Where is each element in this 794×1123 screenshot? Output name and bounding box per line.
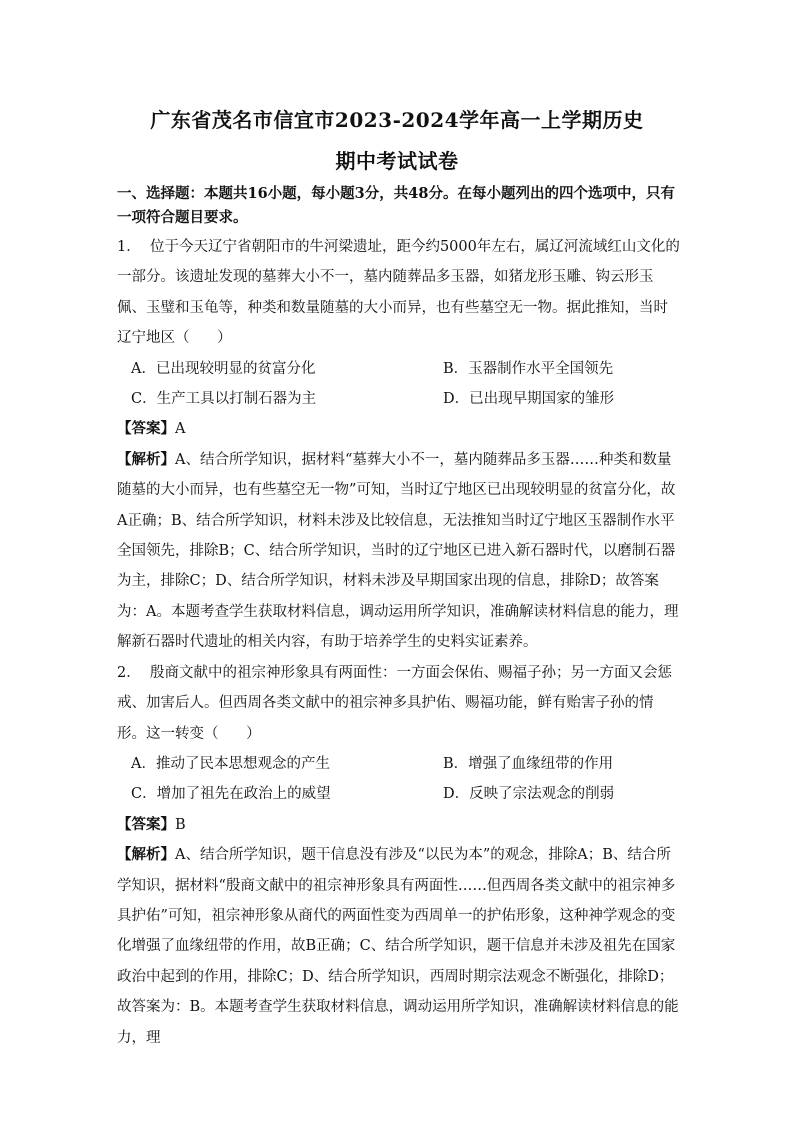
exam-title-line-1: 广东省茂名市信宜市2023-2024学年高一上学期历史 <box>150 108 644 132</box>
question-1-option-b: B．玉器制作水平全国领先 <box>443 360 614 377</box>
question-1-option-c: C．生产工具以打制石器为主 <box>131 391 317 408</box>
question-2-options <box>117 749 682 810</box>
question-1-analysis <box>117 445 682 658</box>
answer-value: A <box>175 421 186 438</box>
question-1-stem: 1． 位于今天辽宁省朝阳市的牛河梁遗址，距今约5000年左右，属辽河流域红山文化的一部分。该遗址发现的墓葬大小不一，墓内随葬品多玉器，如猪龙形玉雕、钩云形玉佩、玉璧和玉龟等，种类和数量随墓的大小而异，也有些墓空无一物。据此推知，当时辽宁地区（ ） <box>117 239 680 347</box>
question-1-options <box>117 354 682 415</box>
question-2-analysis <box>117 840 682 1053</box>
exam-title-line-2: 期中考试试卷 <box>335 149 459 173</box>
question-2-option-d: D．反映了宗法观念的削弱 <box>443 786 615 803</box>
question-2-option-a: A．推动了民本思想观念的产生 <box>131 755 330 772</box>
analysis-label: 【解析】 <box>117 450 175 468</box>
analysis-text: A、结合所学知识，据材料“墓葬大小不一，墓内随葬品多玉器……种类和数量随墓的大小而异，也有些墓空无一物”可知，当时辽宁地区已出现较明显的贫富分化，故A正确；B、结合所学知识，材料未涉及比较信息，无法推知当时辽宁地区玉器制作水平全国领先，排除B；C、结合所学知识，当时的辽宁地区已进入新石器时代，以磨制石器为主，排除C；D、结合所学知识，材料未涉及早期国家出现的信息，排除D；故答案为：A。本题考查学生获取材料信息，调动运用所学知识，准确解读材料信息的能力，理解新石器时代遗址的相关内容，有助于培养学生的史料实证素养。 <box>117 451 679 651</box>
analysis-text: A、结合所学知识，题干信息没有涉及“以民为本”的观念，排除A；B、结合所学知识，据材料“殷商文献中的祖宗神形象具有两面性……但西周各类文献中的祖宗神多具护佑”可知，祖宗神形象从商代的两面性变为西周单一的护佑形象，这种神学观念的变化增强了血缘纽带的作用，故B正确；C、结合所学知识，题干信息并未涉及祖先在国家政治中起到的作用，排除C；D、结合所学知识，西周时期宗法观念不断强化，排除D；故答案为：B。本题考查学生获取材料信息，调动运用所学知识，准确解读材料信息的能力，理 <box>117 847 679 1046</box>
question-2-answer <box>117 810 682 840</box>
analysis-label: 【解析】 <box>117 846 175 864</box>
exam-content <box>117 182 682 1053</box>
question-1-answer <box>117 414 682 444</box>
question-2-stem: 2． 殷商文献中的祖宗神形象具有两面性：一方面会保佑、赐福子孙；另一方面又会惩戒、加害后人。但西周各类文献中的祖宗神多具护佑、赐福功能，鲜有贻害子孙的情形。这一转变（ ） <box>117 664 672 742</box>
answer-label: 【答案】 <box>117 815 175 833</box>
question-2-option-c: C．增加了祖先在政治上的威望 <box>131 786 331 803</box>
section-heading: 一、选择题：本题共16小题，每小题3分，共48分。在每小题列出的四个选项中，只有一项符合题目要求。 <box>117 185 675 226</box>
question-1-option-d: D．已出现早期国家的雏形 <box>443 391 615 408</box>
question-1-option-a: A．已出现较明显的贫富分化 <box>131 360 316 377</box>
question-2-option-b: B．增强了血缘纽带的作用 <box>443 755 614 772</box>
answer-value: B <box>175 816 186 833</box>
answer-label: 【答案】 <box>117 420 175 438</box>
